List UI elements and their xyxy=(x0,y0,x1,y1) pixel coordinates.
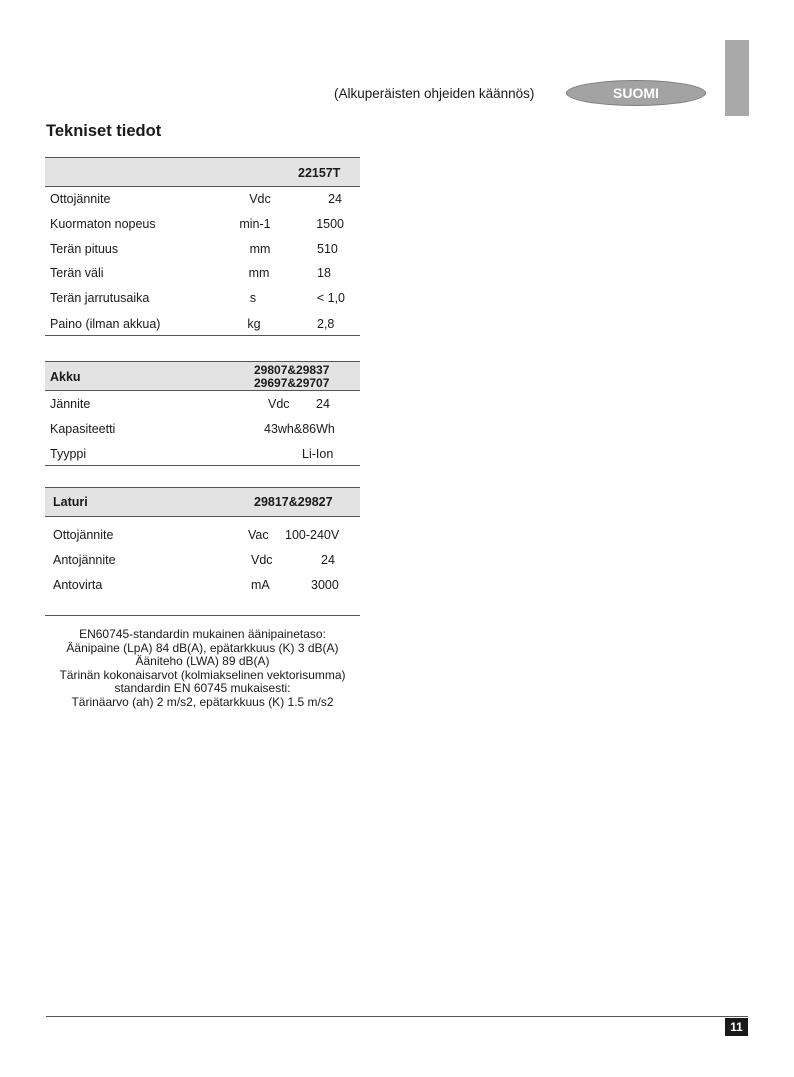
row-unit: mm xyxy=(249,242,271,256)
table-bottom-rule xyxy=(45,335,360,336)
row-label: Terän pituus xyxy=(50,242,119,256)
row-unit: Vdc xyxy=(249,192,271,206)
row-value: 43wh&86Wh xyxy=(264,422,335,436)
row-value: 24 xyxy=(316,397,330,411)
row-label: Jännite xyxy=(50,397,91,411)
row-label: Kuormaton nopeus xyxy=(50,217,156,231)
table-header-rule xyxy=(45,516,360,517)
table-bottom-rule xyxy=(45,615,360,616)
row-value: 24 xyxy=(321,553,335,567)
row-unit: Vdc xyxy=(251,553,273,567)
row-label: Paino (ilman akkua) xyxy=(50,317,161,331)
tool-model-number: 22157T xyxy=(298,166,341,180)
row-unit: mA xyxy=(251,578,270,592)
row-label: Ottojännite xyxy=(50,192,111,206)
translation-subtitle: (Alkuperäisten ohjeiden käännös) xyxy=(334,86,535,101)
info-line: Äänipaine (LpA) 84 dB(A), epätarkkuus (K) 3 dB(A) xyxy=(66,640,339,655)
row-label: Ottojännite xyxy=(53,528,114,542)
row-value: < 1,0 xyxy=(316,291,345,305)
row-value: 18 xyxy=(317,266,331,280)
charger-header: Laturi xyxy=(53,495,88,509)
battery-models-line-2: 29697&29707 xyxy=(254,376,330,390)
side-tab-marker xyxy=(725,40,749,116)
info-line: Tärinän kokonaisarvot (kolmiakselinen vektorisumma) xyxy=(59,667,346,682)
table-bottom-rule xyxy=(45,465,360,466)
row-unit: min-1 xyxy=(239,217,271,231)
row-value: Li-Ion xyxy=(302,447,334,461)
charger-models: 29817&29827 xyxy=(254,495,333,509)
row-value: 510 xyxy=(317,242,338,256)
row-label: Antojännite xyxy=(53,553,116,567)
row-unit: Vdc xyxy=(268,397,290,411)
row-unit: s xyxy=(249,291,257,305)
row-value: 1500 xyxy=(316,217,344,231)
row-unit: mm xyxy=(248,266,270,280)
row-value: 24 xyxy=(328,192,342,206)
footer-rule xyxy=(46,1016,748,1017)
row-value: 3000 xyxy=(311,578,339,592)
table-header-rule xyxy=(45,186,360,187)
row-label: Terän väli xyxy=(50,266,104,280)
noise-vibration-info xyxy=(45,628,360,709)
row-label: Antovirta xyxy=(53,578,103,592)
row-label: Tyyppi xyxy=(50,447,87,461)
row-label: Terän jarrutusaika xyxy=(50,291,150,305)
table-header-rule xyxy=(45,390,360,391)
battery-models-line-1: 29807&29837 xyxy=(254,363,330,377)
row-unit: Vac xyxy=(248,528,269,542)
row-label: Kapasiteetti xyxy=(50,422,116,436)
language-badge: SUOMI xyxy=(566,80,706,106)
info-line: standardin EN 60745 mukaisesti: xyxy=(114,681,291,695)
row-value: 2,8 xyxy=(317,317,335,331)
row-unit: kg xyxy=(247,317,261,331)
page-title: Tekniset tiedot xyxy=(46,122,162,140)
info-line: Tärinäarvo (ah) 2 m/s2, epätarkkuus (K) 1.5 m/s2 xyxy=(71,694,334,709)
row-value: 100-240V xyxy=(285,528,340,542)
page-number: 11 xyxy=(725,1018,748,1036)
battery-header: Akku xyxy=(50,370,81,384)
info-line: EN60745-standardin mukainen äänipainetaso: xyxy=(79,627,326,641)
info-line: Ääniteho (LWA) 89 dB(A) xyxy=(135,654,270,668)
